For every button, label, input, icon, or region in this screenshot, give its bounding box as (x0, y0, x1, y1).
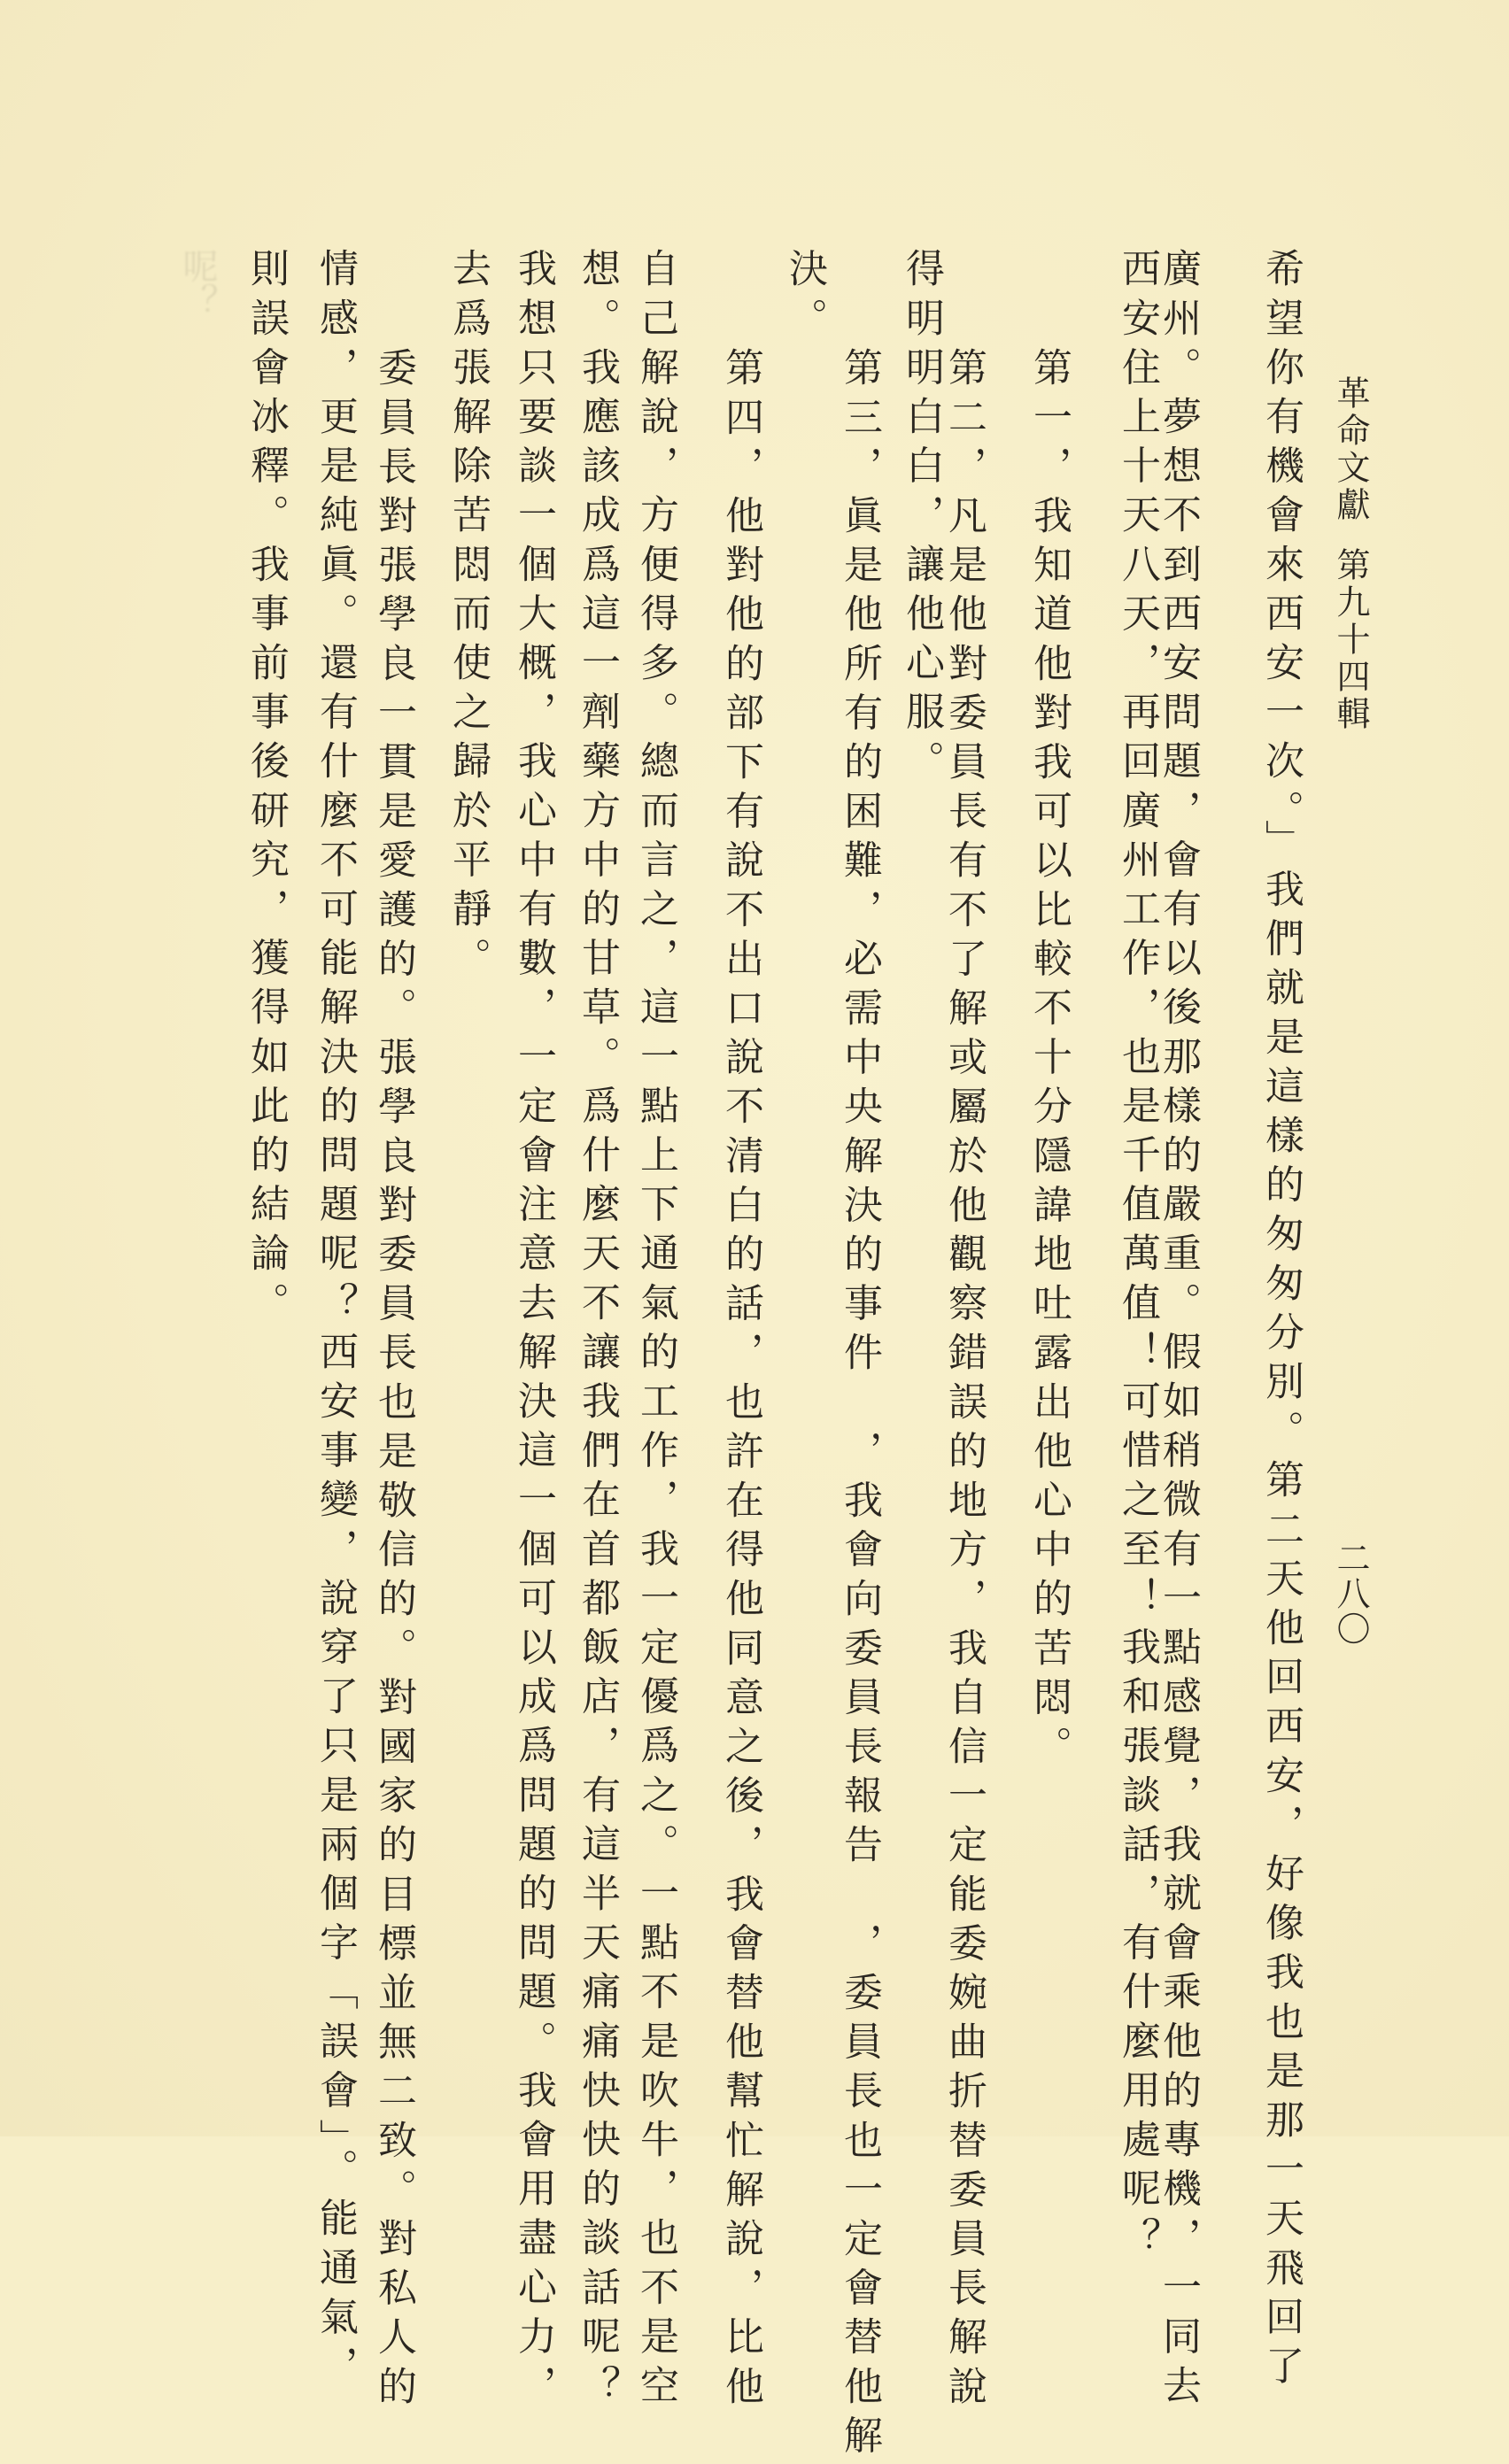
text-column-8: 決。 (782, 248, 827, 347)
page-number: 二八〇 (1331, 1541, 1370, 1647)
text-column-10: 自己解說，方便得多。總而言之，這一點上下通氣的工作，我一定優爲之。一點不是吹牛，也不是空 (633, 248, 678, 2414)
text-column-7: 第三，眞是他所有的困難，必需中央解決的事件 ，我會向委員長報告 ，委員長也一定會替他解 (837, 347, 882, 2464)
text-column-16: 則誤會冰釋。我事前事後研究，獲得如此的結論。 (244, 248, 289, 1332)
text-column-3: 西安住上十天八天，再回廣州工作，也是千值萬值！可惜之至！我和張談話，有什麼用處呢？ (1115, 248, 1160, 2267)
text-column-9: 第四，他對他的部下有說不出口說不清白的話，也許在得他同意之後，我會替他幫忙解說，比他 (718, 347, 763, 2415)
text-column-11: 想。我應該成爲這一劑藥方中的甘草。爲什麼天不讓我們在首都飯店，有這半天痛痛快快的談話呢？ (575, 248, 620, 2414)
bleed-through-text: 呢？ (177, 248, 218, 319)
volume-number: 第九十四輯 (1331, 547, 1370, 733)
text-column-15: 情感，更是純眞。還有什麼不可能解決的問題呢？西安事變，說穿了只是兩個字「誤會」。能通氣， (313, 248, 358, 2395)
text-column-5: 第二，凡是他對委員長有不了解或屬於他觀察錯誤的地方，我自信一定能委婉曲折替委員長解說 (941, 347, 987, 2415)
text-column-14: 委員長對張學良一貫是愛護的。張學良對委員長也是敬信的。對國家的目標並無二致。對私人的 (371, 347, 416, 2415)
text-column-1: 希望你有機會來西安一次。」我們就是這樣的匆匆分別。第二天他回西安，好像我也是那一天飛回了 (1258, 248, 1304, 2395)
book-title: 革命文獻 (1331, 375, 1370, 524)
text-column-2: 廣州。夢想不到西安問題，會有以後那樣的嚴重。假如稍微有一點感覺，我就會乘他的專機，一同去 (1156, 248, 1201, 2414)
running-head (1328, 375, 1373, 733)
text-column-6: 得明明白白，讓他心服。 (899, 248, 944, 790)
text-column-13: 去爲張解除苦悶而使之歸於平靜。 (445, 248, 491, 986)
text-column-4: 第一，我知道他對我可以比較不十分隱諱地吐露出他心中的苦悶。 (1026, 347, 1072, 1775)
text-column-12: 我想只要談一個大概，我心中有數，一定會注意去解決這一個可以成爲問題的問題。我會用盡心力， (511, 248, 556, 2414)
